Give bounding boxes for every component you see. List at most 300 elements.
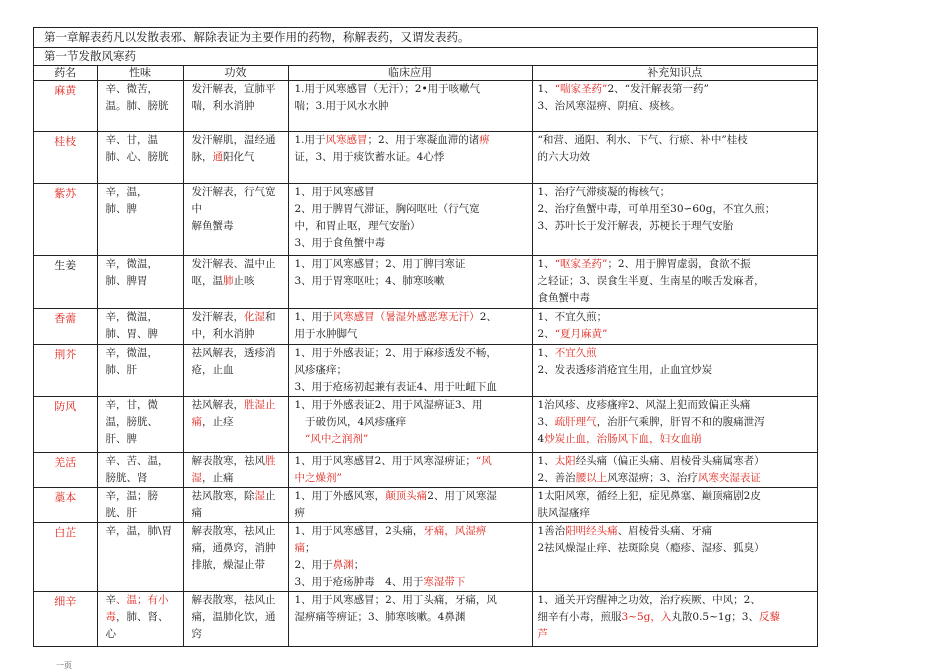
- col-header-function: 功效: [183, 66, 288, 81]
- clinical-line: [295, 431, 530, 448]
- highlight-text: 中之燥剂”: [294, 472, 342, 484]
- supplement-cell: [532, 345, 817, 397]
- clinical-line: [295, 98, 530, 115]
- text-run: 发汗解表，宣肺平: [191, 83, 276, 95]
- function-line: [192, 592, 286, 609]
- table-row: [34, 453, 817, 488]
- flavor-meridian: [98, 592, 183, 643]
- text-run: 解表散寒，祛风止: [191, 594, 276, 606]
- function-cell: [183, 523, 288, 592]
- flavor-line: 肺、心、膀胱: [105, 151, 169, 163]
- text-run: 3、: [537, 416, 555, 428]
- text-run: 发汗解表，: [191, 311, 244, 323]
- function-line: [192, 273, 286, 290]
- text-run: 的六大功效: [537, 151, 590, 163]
- clinical-use-text: [289, 453, 532, 487]
- table-row: [34, 256, 817, 309]
- herb-name: 荆芥: [54, 348, 77, 361]
- clinical-line: [295, 397, 530, 414]
- function-cell: [183, 453, 288, 488]
- flavor-meridian: [98, 184, 183, 218]
- text-run: 中，和胃止呕，理气安胎）: [294, 220, 421, 232]
- function-line: [192, 609, 286, 626]
- text-run: 发汗解表、温中止: [191, 258, 276, 270]
- supplement-cell: [532, 81, 817, 132]
- function-line: [192, 345, 286, 362]
- highlight-text: 腰以上: [575, 472, 608, 484]
- flavor-meridian: [98, 81, 183, 115]
- col-header-flavor: 性味: [97, 66, 183, 81]
- herb-name: 细辛: [54, 595, 77, 608]
- supplement-line: [538, 397, 816, 414]
- flavor-meridian-cell: [97, 397, 183, 453]
- function-cell: [183, 345, 288, 397]
- function-cell: [183, 184, 288, 256]
- text-run: 2、用于脾胃气滞证，胸闷呕吐（行气宽: [294, 203, 480, 215]
- herb-name-cell: [34, 132, 97, 184]
- supplement-cell: [532, 453, 817, 488]
- supplement-line: [538, 184, 816, 201]
- function-line: [192, 453, 286, 470]
- function-line: [192, 326, 286, 343]
- text-run: 湿痹痛等痹证；3、肺寒咳嗽。4鼻渊: [294, 611, 466, 623]
- clinical-use-cell: [288, 345, 532, 397]
- text-run: 止咳: [233, 275, 255, 287]
- text-run: 1、用于风寒感冒；2、用丁头痛，牙痛，风: [294, 594, 497, 606]
- clinical-line: [295, 488, 530, 505]
- highlight-text: “呕家圣药”: [554, 258, 608, 270]
- flavor-line: 膀胱、肾: [105, 472, 148, 484]
- clinical-line: [295, 235, 530, 252]
- clinical-line: [295, 345, 530, 362]
- table-row: [34, 309, 817, 345]
- text-run: 食鱼蟹中毒: [537, 292, 590, 304]
- col-header-supplement: 补充知识点: [532, 66, 817, 81]
- text-run: 之轻证；3、误食生半夏、生南星的喉舌发麻者，: [537, 275, 765, 287]
- clinical-line: [295, 132, 530, 149]
- text-run: ，止痉: [202, 416, 234, 428]
- flavor-meridian-cell: [97, 453, 183, 488]
- highlight-text: 通: [212, 151, 223, 163]
- supplement-line: [538, 609, 816, 626]
- text-run: 1、不宜久煎；: [537, 311, 608, 323]
- herb-name-cell: [34, 523, 97, 592]
- flavor-line: 辛，微温，: [105, 347, 158, 359]
- supplement-cell: [532, 309, 817, 345]
- flavor-meridian: [98, 397, 183, 448]
- herb-name-cell: [34, 309, 97, 345]
- text-run: 3、用于胃寒呕吐；4、肺寒咳嗽: [294, 275, 445, 287]
- text-run: 2、用于: [294, 559, 333, 571]
- highlight-text: 痛: [191, 416, 202, 428]
- herb-name-cell: [34, 397, 97, 453]
- flavor-meridian: [98, 523, 183, 540]
- supplement-line: [538, 453, 816, 470]
- supplement-line: [538, 273, 816, 290]
- text-run: 3、治风寒湿痹、阴疽、痰核。: [537, 100, 681, 112]
- text-run: 1太阳风寒，循经上犯，症见鼻塞、巅顶痛剧2皮: [537, 490, 761, 502]
- clinical-use-text: [289, 345, 532, 396]
- flavor-meridian-cell: [97, 309, 183, 345]
- herb-name: 生姜: [54, 259, 77, 272]
- table-row: [34, 488, 817, 523]
- col-header-name: 药名: [34, 66, 97, 81]
- function-line: [192, 414, 286, 431]
- table-row: [34, 523, 817, 592]
- supplement-line: [538, 592, 816, 609]
- highlight-text: 阳明经头痛: [565, 525, 618, 537]
- function-line: [192, 98, 286, 115]
- herb-name-cell: [34, 453, 97, 488]
- highlight-text: 痛: [294, 542, 305, 554]
- function-text: [184, 488, 288, 522]
- table-row: [34, 345, 817, 397]
- function-cell: [183, 256, 288, 309]
- highlight-text: 风寒夹湿表证: [697, 472, 761, 484]
- text-run: 中: [191, 203, 202, 215]
- flavor-meridian-cell: [97, 256, 183, 309]
- flavor-meridian-cell: [97, 488, 183, 523]
- text-run: 脉，: [191, 151, 213, 163]
- clinical-line: [295, 505, 530, 522]
- flavor-line: 温。肺、膀胱: [105, 100, 169, 112]
- highlight-text: 颠顶头痛: [385, 490, 428, 502]
- chapter-title: 第一章解表药凡以发散表邪、解除表证为主要作用的药物，称解表药，又谓发表药。: [34, 28, 817, 48]
- text-run: 解表散寒，祛风止: [191, 525, 276, 537]
- clinical-line: [295, 453, 530, 470]
- clinical-use-text: [289, 592, 532, 626]
- text-run: 1、用于: [294, 311, 333, 323]
- text-run: ；: [353, 559, 365, 571]
- clinical-use-cell: [288, 132, 532, 184]
- supplement-cell: [532, 488, 817, 523]
- text-run: 发汗解肌，温经通: [191, 134, 276, 146]
- clinical-line: [295, 574, 530, 591]
- clinical-line: [295, 609, 530, 626]
- supplement-text: [533, 81, 818, 115]
- flavor-meridian-cell: [97, 523, 183, 592]
- clinical-line: [295, 273, 530, 290]
- text-run: 喘，利水消肿: [191, 100, 255, 112]
- highlight-text: 3~5g，入: [621, 611, 672, 623]
- supplement-text: [533, 256, 818, 307]
- flavor-line: 肺、肝: [105, 364, 137, 376]
- function-cell: [183, 81, 288, 132]
- clinical-use-text: [289, 132, 532, 166]
- flavor-line: 辛，微温，: [105, 258, 158, 270]
- text-run: 窍: [191, 628, 202, 640]
- flavor-meridian-cell: [97, 592, 183, 646]
- function-text: [184, 592, 288, 643]
- function-line: [192, 397, 286, 414]
- text-run: 细辛有小毒，煎服: [537, 611, 622, 623]
- flavor-line: 辛，甘，微: [105, 399, 158, 411]
- text-run: 4: [537, 433, 545, 445]
- herb-name-cell: [34, 592, 97, 646]
- supplement-cell: [532, 132, 817, 184]
- function-line: [192, 218, 286, 235]
- flavor-meridian: [98, 256, 183, 290]
- clinical-line: [295, 184, 530, 201]
- function-line: [192, 201, 286, 218]
- highlight-text: 风寒感冒（暑湿外感恶寒无汗）: [332, 311, 480, 323]
- highlight-text: 胜: [265, 455, 276, 467]
- function-text: [184, 453, 288, 487]
- text-run: ，治肝气乘脾，肝胃不和的腹痛泄泻: [596, 416, 765, 428]
- flavor-line: 辛，温；膀: [105, 490, 158, 502]
- flavor-meridian: [98, 309, 183, 343]
- text-run: 祛风散寒，除: [191, 490, 255, 502]
- supplement-line: [538, 626, 816, 643]
- text-run: 1、通关开窍醒神之功效，治疗疾厥、中风；2、: [537, 594, 761, 606]
- text-run: 1、用于外感表证；2、用于麻疹透发不畅，: [294, 347, 497, 359]
- clinical-use-cell: [288, 523, 532, 592]
- flavor-meridian-cell: [97, 81, 183, 132]
- supplement-text: [533, 592, 818, 643]
- text-run: 解表散寒，祛风: [191, 455, 265, 467]
- clinical-use-cell: [288, 256, 532, 309]
- text-run: 痛，通鼻窍，消肿: [191, 542, 276, 554]
- flavor-line: 辛、温；有小: [105, 594, 169, 606]
- function-cell: [183, 592, 288, 646]
- text-run: 丸散0.5~1g；3、: [671, 611, 759, 623]
- herb-name-cell: [34, 184, 97, 256]
- highlight-text: “夏月麻黄”: [554, 328, 608, 340]
- text-run: 、眉棱骨头痛、牙痛: [617, 525, 713, 537]
- clinical-line: [295, 81, 530, 98]
- clinical-use-text: [289, 523, 532, 591]
- highlight-text: “风: [475, 455, 492, 467]
- highlight-text: 湿: [191, 472, 202, 484]
- supplement-text: [533, 523, 818, 557]
- highlight-text: 太阳: [554, 455, 576, 467]
- section-title: 第一节发散风寒药: [34, 48, 817, 66]
- flavor-line: 胱、肝: [105, 507, 137, 519]
- text-run: 痹: [294, 507, 305, 519]
- supplement-text: [533, 184, 818, 235]
- text-run: 1、: [537, 83, 555, 95]
- function-cell: [183, 132, 288, 184]
- supplement-line: [538, 149, 816, 166]
- function-line: [192, 309, 286, 326]
- text-run: 1.用于: [294, 134, 326, 146]
- function-line: [192, 362, 286, 379]
- herb-name: 白芷: [54, 526, 77, 539]
- clinical-use-text: [289, 309, 532, 343]
- text-run: 2、治疗鱼蟹中毒，可单用至30∽60g，不宜久煎；: [537, 203, 776, 215]
- clinical-use-text: [289, 81, 532, 115]
- text-run: “和营、通阳、利水、下气、行瘀、补中”桂枝: [537, 134, 748, 146]
- clinical-use-cell: [288, 81, 532, 132]
- text-run: ；2、用于脾胃虚弱，食欲不振: [607, 258, 751, 270]
- herb-name: 羌活: [54, 456, 77, 469]
- text-run: 风寒湿痹；3、治疗: [607, 472, 698, 484]
- clinical-line: [295, 523, 530, 540]
- text-run: 痛: [191, 507, 202, 519]
- text-run: 1善治: [537, 525, 566, 537]
- function-line: [192, 523, 286, 540]
- text-run: 2、: [537, 328, 555, 340]
- supplement-line: [538, 290, 816, 307]
- function-text: [184, 132, 288, 166]
- clinical-line: [295, 362, 530, 379]
- supplement-line: [538, 431, 816, 448]
- clinical-line: [295, 218, 530, 235]
- supplement-text: [533, 453, 818, 487]
- text-run: 喘；3.用于风水水肿: [294, 100, 389, 112]
- highlight-text: 芦: [537, 628, 548, 640]
- flavor-meridian-cell: [97, 184, 183, 256]
- supplement-line: [538, 345, 816, 362]
- herb-name: 麻黄: [54, 84, 77, 97]
- supplement-line: [538, 523, 816, 540]
- supplement-text: [533, 345, 818, 379]
- text-run: 1、: [537, 347, 555, 359]
- clinical-use-cell: [288, 453, 532, 488]
- flavor-line: 辛、苦、温，: [105, 455, 169, 467]
- herb-table-sheet: [33, 27, 818, 647]
- text-run: 阳化气: [223, 151, 255, 163]
- supplement-cell: [532, 184, 817, 256]
- supplement-cell: [532, 592, 817, 646]
- clinical-use-text: [289, 397, 532, 448]
- flavor-line: 肺、脾胃: [105, 275, 148, 287]
- text-run: 1、: [537, 455, 555, 467]
- text-run: 发汗解表，行气宽: [191, 186, 276, 198]
- function-text: [184, 184, 288, 235]
- highlight-text: 炒炭止血，治肠风下血，妇女血崩: [544, 433, 702, 445]
- supplement-line: [538, 505, 816, 522]
- supplement-line: [538, 256, 816, 273]
- clinical-line: [295, 326, 530, 343]
- table-row: [34, 397, 817, 453]
- flavor-line: 肺、脾: [105, 203, 137, 215]
- supplement-line: [538, 414, 816, 431]
- clinical-use-text: [289, 256, 532, 290]
- function-line: [192, 557, 286, 574]
- text-run: 2、发表透疹消疮宜生用，止血宜炒炭: [537, 364, 713, 376]
- flavor-line: 辛，温，: [105, 186, 148, 198]
- text-run: [295, 433, 306, 445]
- text-run: 2、: [479, 311, 497, 323]
- flavor-line: 辛、微苦，: [105, 83, 158, 95]
- supplement-cell: [532, 256, 817, 309]
- function-text: [184, 309, 288, 343]
- flavor-meridian: [98, 132, 183, 166]
- table-row: [34, 592, 817, 646]
- supplement-cell: [532, 523, 817, 592]
- text-run: 1、用于外感表证2、用于风湿痹证3、用: [294, 399, 483, 411]
- herb-name: 香薷: [54, 312, 77, 325]
- supplement-line: [538, 326, 816, 343]
- flavor-line: 辛，微温，: [105, 311, 158, 323]
- supplement-line: [538, 540, 816, 557]
- text-run: ；2、用于寒凝血滞的诸: [367, 134, 480, 146]
- text-run: 痛，温肺化饮，通: [191, 611, 276, 623]
- clinical-use-cell: [288, 488, 532, 523]
- text-run: 呕，温: [191, 275, 223, 287]
- supplement-text: [533, 488, 818, 522]
- function-text: [184, 397, 288, 431]
- table-header-row: [34, 66, 817, 81]
- text-run: 1、用于风寒感冒，2头痛，: [294, 525, 424, 537]
- supplement-line: [538, 218, 816, 235]
- function-cell: [183, 397, 288, 453]
- function-line: [192, 540, 286, 557]
- function-line: [192, 81, 286, 98]
- clinical-use-cell: [288, 397, 532, 453]
- text-run: 1.用于风寒感冒（无汗）；2•用于咳嗽气: [294, 83, 481, 95]
- text-run: 经头痛（偏正头痛、眉棱骨头痛属寒者）: [575, 455, 765, 467]
- flavor-meridian-cell: [97, 132, 183, 184]
- flavor-line: 温，膀胱、: [105, 416, 158, 428]
- highlight-text: 反藜: [758, 611, 780, 623]
- flavor-line: 辛，温，肺\胃: [105, 525, 173, 537]
- highlight-text: 胜湿止: [244, 399, 276, 411]
- herb-name: 藁本: [54, 491, 77, 504]
- supplement-line: [538, 470, 816, 487]
- flavor-meridian: [98, 345, 183, 379]
- supplement-text: [533, 132, 818, 166]
- clinical-line: [295, 201, 530, 218]
- function-line: [192, 470, 286, 487]
- text-run: ；: [305, 542, 316, 554]
- text-run: ，止痛: [202, 472, 234, 484]
- function-cell: [183, 488, 288, 523]
- clinical-use-text: [289, 488, 532, 522]
- flavor-line: 辛、甘，温: [105, 134, 158, 146]
- highlight-text: “风中之润剂”: [305, 433, 369, 445]
- highlight-text: 疏肝理气: [554, 416, 597, 428]
- function-line: [192, 488, 286, 505]
- function-line: [192, 626, 286, 643]
- highlight-text: 痹: [479, 134, 490, 146]
- text-run: 1、用于风寒感冒: [294, 186, 375, 198]
- table-row: [34, 184, 817, 256]
- supplement-text: [533, 309, 818, 343]
- function-line: [192, 505, 286, 522]
- function-line: [192, 256, 286, 273]
- text-run: 证，3、用于痰饮蓄水证。4心悸: [294, 151, 445, 163]
- text-run: 风疹瘙痒；: [294, 364, 347, 376]
- highlight-text: “喘家圣药”: [554, 83, 608, 95]
- text-run: 2、用丁风寒湿: [427, 490, 497, 502]
- highlight-text: 鼻渊: [332, 559, 354, 571]
- page-footer: 一页: [56, 661, 72, 670]
- supplement-line: [538, 98, 816, 115]
- clinical-line: [295, 149, 530, 166]
- clinical-line: [295, 379, 530, 396]
- flavor-line: 心: [105, 628, 116, 640]
- text-run: 1、: [537, 258, 555, 270]
- flavor-meridian-cell: [97, 345, 183, 397]
- flavor-line: 肝、脾: [105, 433, 137, 445]
- flavor-meridian: [98, 453, 183, 487]
- highlight-text: 化湿: [244, 311, 265, 323]
- highlight-text: 湿: [254, 490, 265, 502]
- text-run: 3、用于食鱼蟹中毒: [294, 237, 386, 249]
- text-run: 1治风疹、皮疹瘙痒2、风湿上犯而致偏正头痛: [537, 399, 751, 411]
- function-text: [184, 81, 288, 115]
- flavor-line: 毒，肺、肾、: [105, 611, 169, 623]
- clinical-line: [295, 592, 530, 609]
- herb-name: 桂枝: [54, 135, 77, 148]
- highlight-text: 寒湿带下: [423, 576, 466, 588]
- text-run: 肤风湿瘙痒: [537, 507, 590, 519]
- text-run: 2、“发汗解表第一药”: [607, 83, 709, 95]
- text-run: 止: [265, 490, 276, 502]
- supplement-cell: [532, 397, 817, 453]
